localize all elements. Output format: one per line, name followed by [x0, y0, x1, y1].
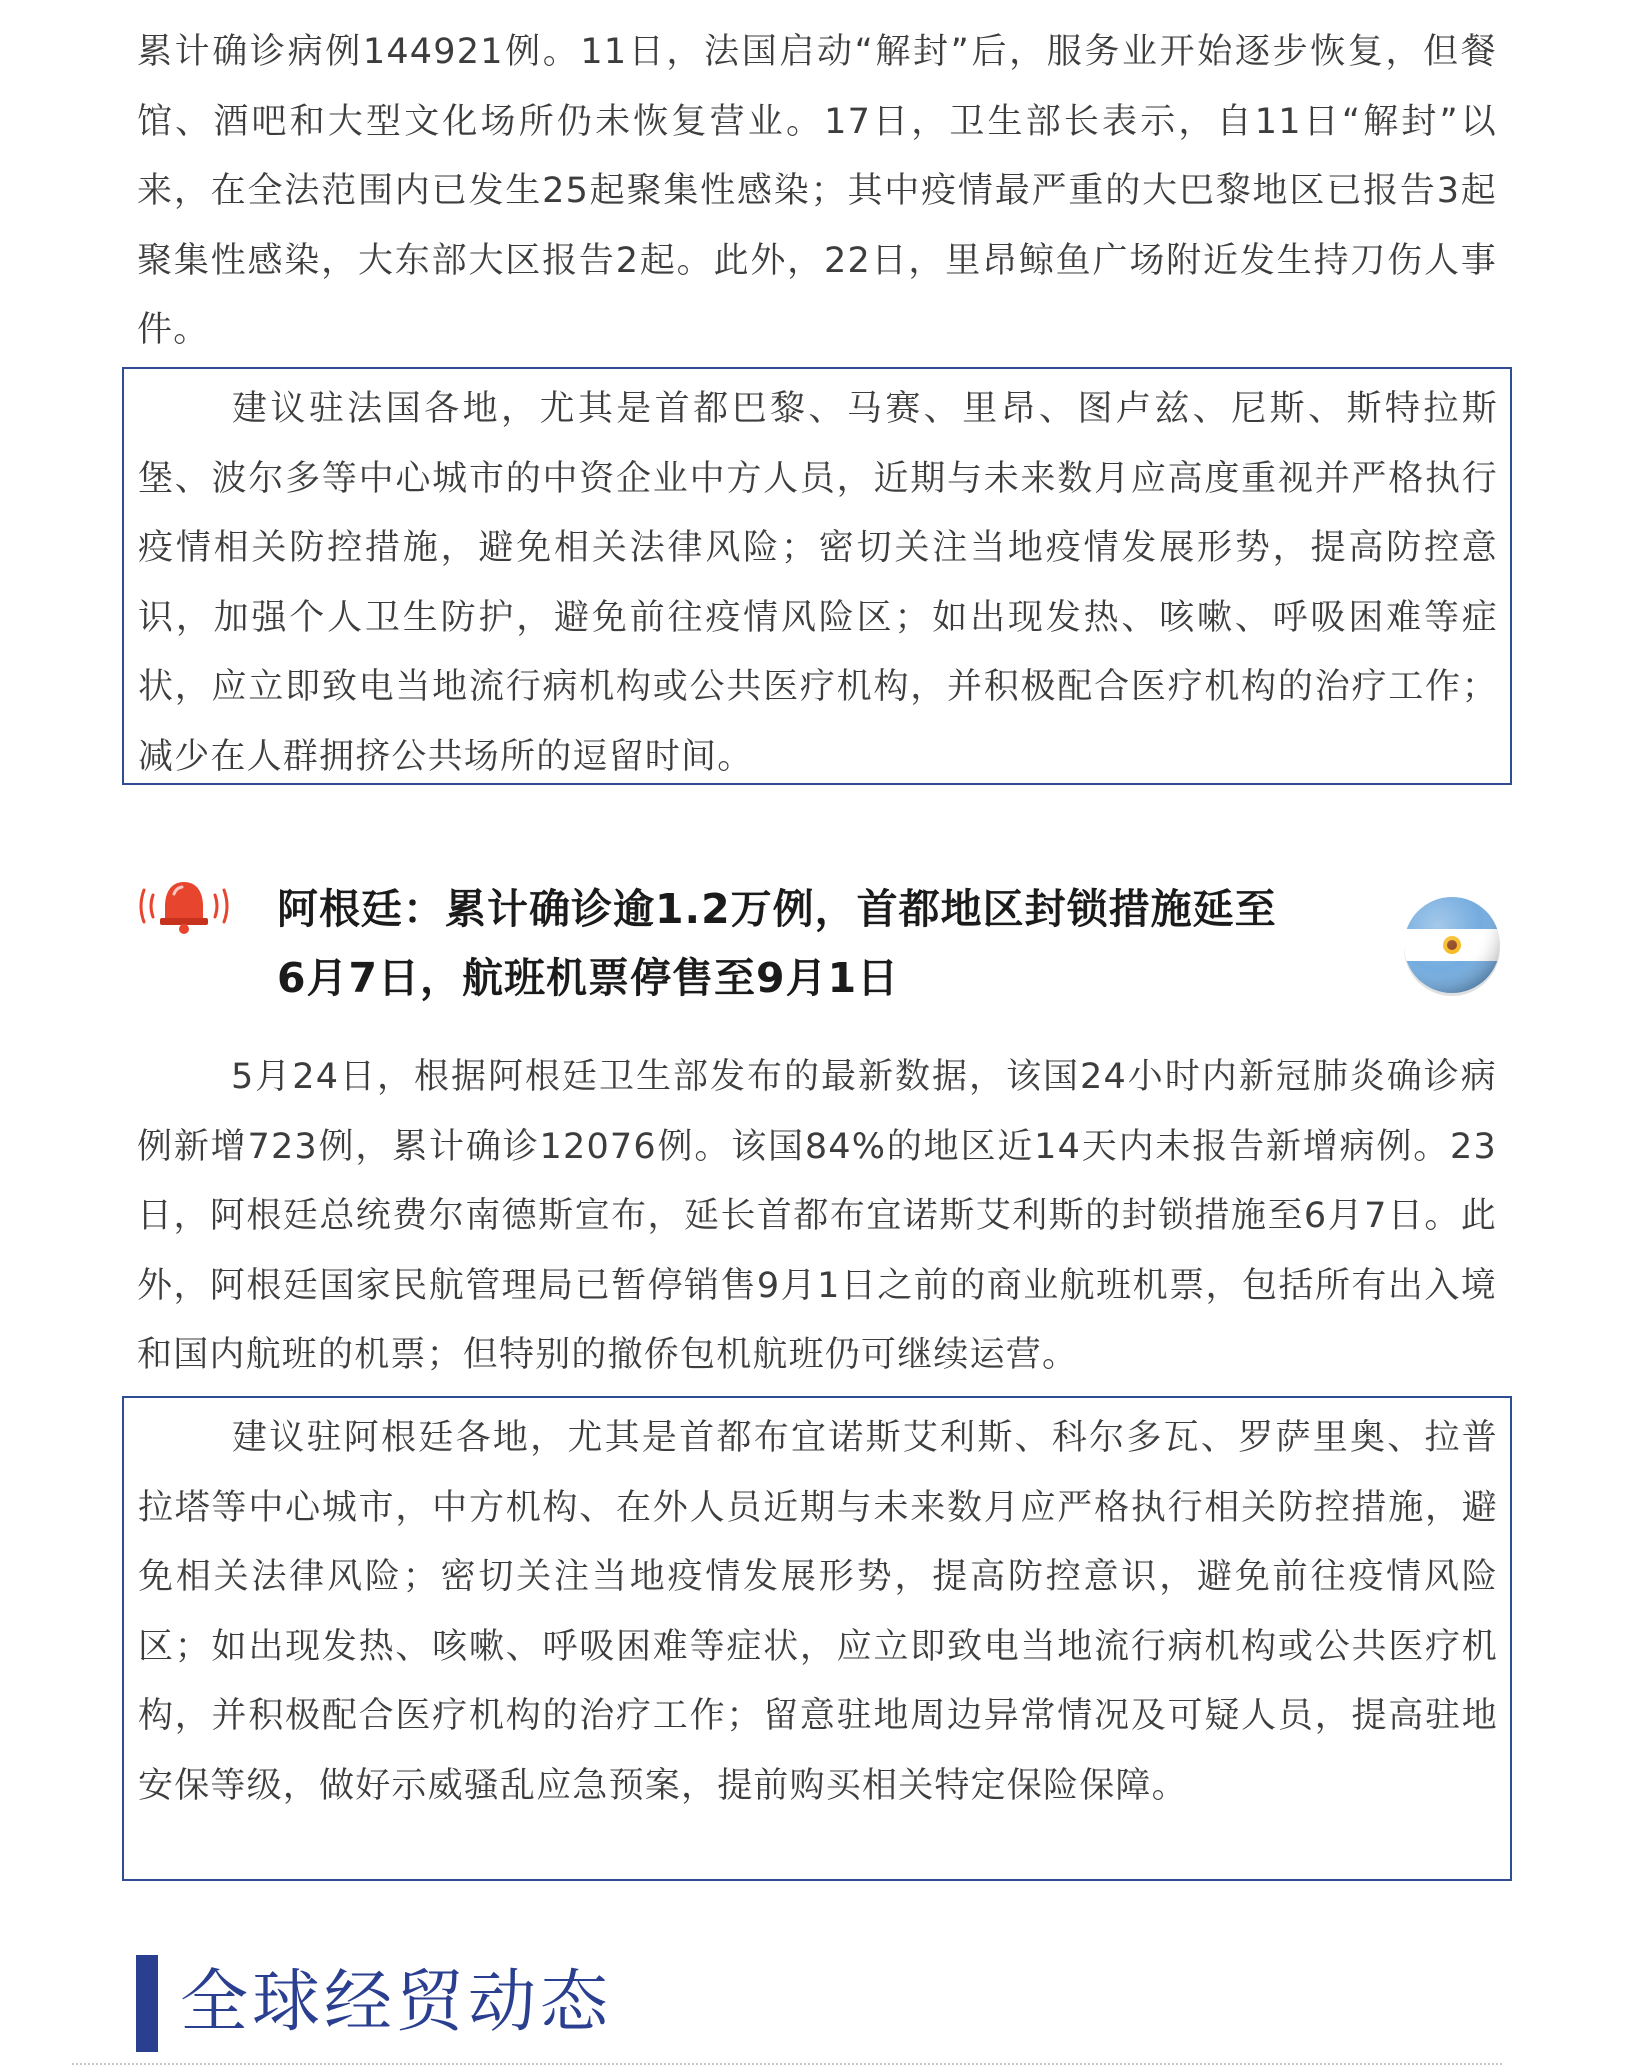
argentina-heading-line2: 6月7日，航班机票停售至9月1日: [277, 954, 900, 1002]
argentina-heading: [277, 875, 1377, 1013]
france-advice-box: [122, 367, 1512, 785]
section-title: 全球经贸动态: [180, 1963, 613, 2042]
argentina-advice-text: 建议驻阿根廷各地，尤其是首都布宜诺斯艾利斯、科尔多瓦、罗萨里奥、拉普拉塔等中心城市，中方机构、在外人员近期与未来数月应严格执行相关防控措施，避免相关法律风险；密切关注当地疫情发展形势，提高防控意识，避免前往疫情风险区；如出现发热、咳嗽、呼吸困难等症状，应立即致电当地流行病机构或公共医疗机构，并积极配合医疗机构的治疗工作；留意驻地周边异常情况及可疑人员，提高驻地安保等级，做好示威骚乱应急预案，提前购买相关特定保险保障。: [138, 1418, 1498, 1806]
france-continued-paragraph: 累计确诊病例144921例。11日，法国启动“解封”后，服务业开始逐步恢复，但餐馆、酒吧和大型文化场所仍未恢复营业。17日，卫生部长表示，自11日“解封”以来，在全法范围内已发生25起聚集性感染；其中疫情最严重的大巴黎地区已报告3起聚集性感染，大东部大区报告2起。此外，22日，里昂鲸鱼广场附近发生持刀伤人事件。: [137, 32, 1497, 350]
alarm-bell-icon: [136, 876, 232, 936]
argentina-advice-box: [122, 1396, 1512, 1881]
argentina-body-paragraph: 5月24日，根据阿根廷卫生部发布的最新数据，该国24小时内新冠肺炎确诊病例新增723例，累计确诊12076例。该国84%的地区近14天内未报告新增病例。23日，阿根廷总统费尔南德斯宣布，延长首都布宜诺斯艾利斯的封锁措施至6月7日。此外，阿根廷国家民航管理局已暂停销售9月1日之前的商业航班机票，包括所有出入境和国内航班的机票；但特别的撤侨包机航班仍可继续运营。: [137, 1057, 1497, 1375]
section-divider: [72, 2063, 1502, 2065]
france-advice-text: 建议驻法国各地，尤其是首都巴黎、马赛、里昂、图卢兹、尼斯、斯特拉斯堡、波尔多等中心城市的中资企业中方人员，近期与未来数月应高度重视并严格执行疫情相关防控措施，避免相关法律风险；密切关注当地疫情发展形势，提高防控意识，加强个人卫生防护，避免前往疫情风险区；如出现发热、咳嗽、呼吸困难等症状，应立即致电当地流行病机构或公共医疗机构，并积极配合医疗机构的治疗工作；减少在人群拥挤公共场所的逗留时间。: [138, 389, 1498, 777]
argentina-flag-icon: [1400, 893, 1504, 997]
argentina-heading-line1: 阿根廷：累计确诊逾1.2万例，首都地区封锁措施延至: [277, 885, 1277, 933]
section-accent-bar: [136, 1955, 158, 2052]
